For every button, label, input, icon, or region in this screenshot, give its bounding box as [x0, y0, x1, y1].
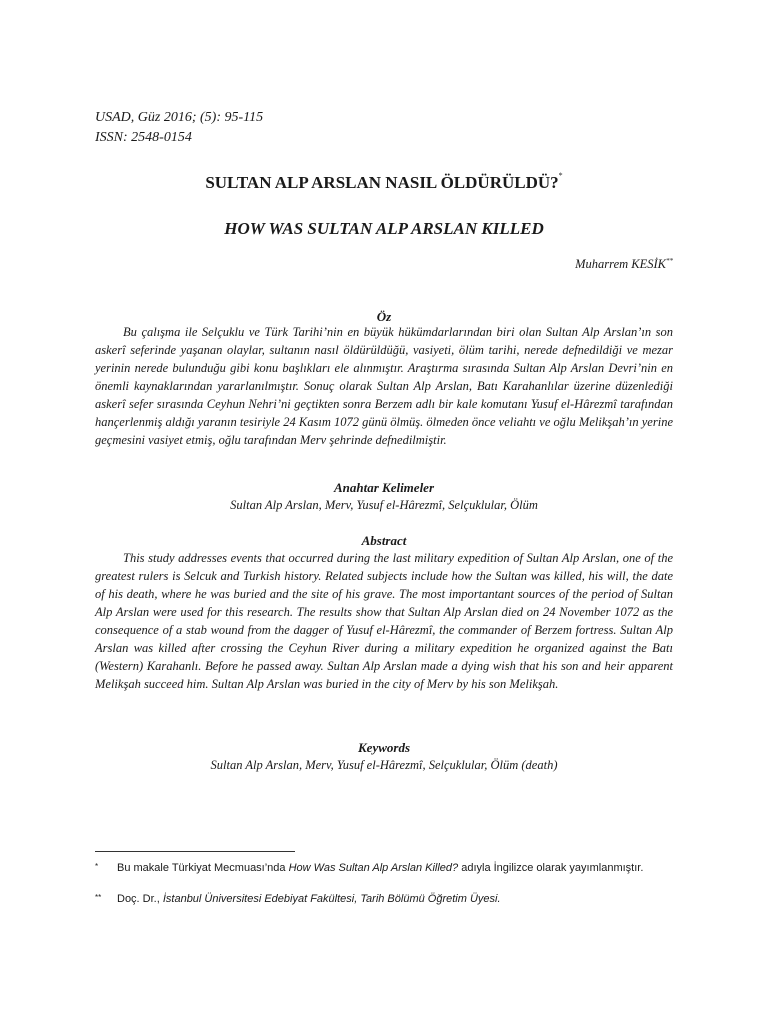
- footnote-1-text-b: adıyla İngilizce olarak yayımlanmıştır.: [458, 862, 644, 874]
- journal-citation: USAD, Güz 2016; (5): 95-115: [95, 110, 264, 125]
- issn: ISSN: 2548-0154: [95, 130, 192, 145]
- footnote-1-body: [117, 861, 673, 876]
- author-name: Muharrem KESİK: [575, 257, 666, 271]
- abstract-heading: Abstract: [361, 533, 407, 548]
- footnote-2-affiliation: İstanbul Üniversitesi Edebiyat Fakültesi, Tarih Bölümü Öğretim Üyesi.: [162, 893, 501, 905]
- footnote-1-mark: *: [95, 862, 99, 871]
- anahtar-keywords: Sultan Alp Arslan, Merv, Yusuf el-Hârezmî, Selçuklular, Ölüm: [230, 498, 538, 512]
- title-english: HOW WAS SULTAN ALP ARSLAN KILLED: [224, 219, 544, 238]
- footnote-1-article-title: How Was Sultan Alp Arslan Killed?: [288, 862, 459, 874]
- footnote-1: [95, 861, 673, 876]
- keywords-list: Sultan Alp Arslan, Merv, Yusuf el-Hârezmî, Selçuklular, Ölüm (death): [210, 758, 558, 772]
- keywords-heading: Keywords: [358, 740, 410, 755]
- anahtar-heading: Anahtar Kelimeler: [333, 480, 435, 495]
- author-footnote-mark: **: [666, 257, 673, 265]
- oz-paragraph: Bu çalışma ile Selçuklu ve Türk Tarihi’nin en büyük hükümdarlarından biri olan Sultan Alp Arslan’ın son askerî seferinde yaşanan olaylar, sultanın nasıl öldürüldüğü, vasiyeti, ölüm tarihi, nerede defnedildiği ve mezar yerinin nerede bulunduğu gibi konu başlıkları ele alınmıştır. Araştırma sırasında Sultan Alp Arslan Devri’nin en önemli kaynaklarından yararlanılmıştır. Sonuç olarak Sultan Alp Arslan, Batı Karahanlılar üzerine düzenlediği askerî sefer sırasında Ceyhun Nehri’ni geçtikten sonra Berzem adlı bir kale komutanı Yusuf el-Hârezmî tarafından hançerlenmiş aldığı yaranın tesiriyle 24 Kasım 1072 günü ölmüş. ölmeden önce veliahtı ve oğlu Melikşah’ın yerine geçmesini vasiyet etmiş, oğlu tarafından Merv şehrinde defnedilmiştir.: [95, 325, 673, 447]
- footnote-2: [95, 892, 673, 907]
- abstract-paragraph: This study addresses events that occurred during the last military expedition of Sultan Alp Arslan, one of the greatest rulers is Selcuk and Turkish history. Related subjects include how the Sultan was killed, his will, the date of his death, where he was buried and the site of his grave. The most importantant sources of the period of Sultan Alp Arslan were used for this research. The results show that Sultan Alp Arslan died on 24 November 1072 as the consequence of a stab wound from the dagger of Yusuf el-Hârezmî, the commander of Berzem fortress. Sultan Alp Arslan was killed after crossing the Ceyhun River during a military expedition he organized against the Batı (Western) Karahanlı. Before he passed away. Sultan Alp Arslan made a dying wish that his son and heir apparent Melikşah succeed him. Sultan Alp Arslan was buried in the city of Merv by his son Melikşah.: [95, 551, 673, 691]
- footnote-2-text-a: Doç. Dr.,: [117, 893, 163, 905]
- title-footnote-mark: *: [558, 171, 563, 180]
- title-turkish: [95, 173, 673, 193]
- author: [575, 257, 673, 272]
- footnote-2-mark: **: [95, 893, 102, 902]
- footnote-1-text-a: Bu makale Türkiyat Mecmuası’nda: [117, 862, 289, 874]
- oz-heading: Öz: [376, 309, 392, 324]
- title-turkish-text: SULTAN ALP ARSLAN NASIL ÖLDÜRÜLDÜ?: [205, 173, 559, 192]
- footnote-2-body: [117, 892, 673, 907]
- footnote-separator: [95, 851, 295, 852]
